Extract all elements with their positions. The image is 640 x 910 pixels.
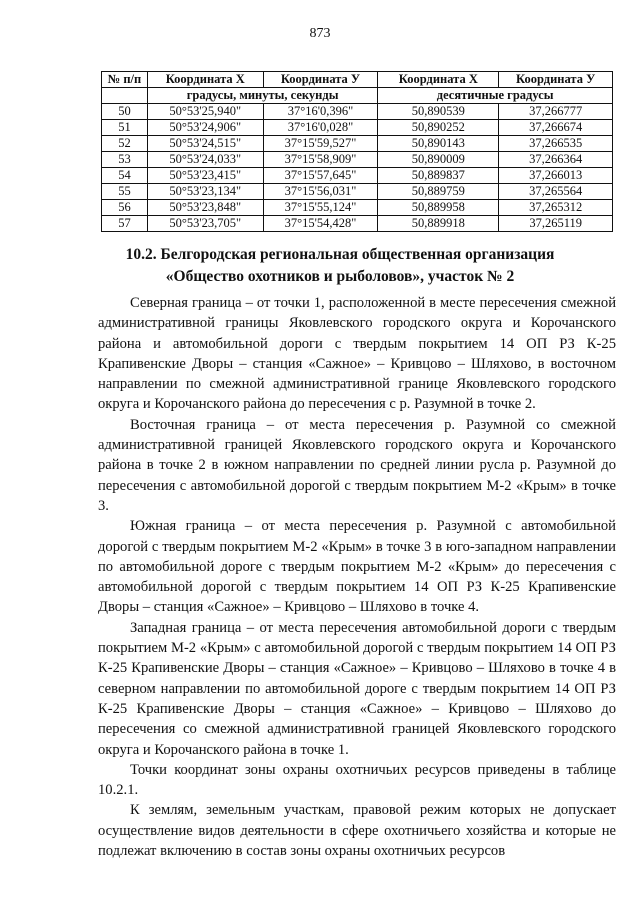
table-row (102, 152, 613, 168)
header-index: № п/п (102, 72, 148, 88)
coord-x-dms: 50°53'24,515" (147, 136, 263, 152)
table-row (102, 200, 613, 216)
coord-x-dms: 50°53'23,134" (147, 184, 263, 200)
coord-x-dms: 50°53'24,033" (147, 152, 263, 168)
table-row (102, 120, 613, 136)
point-number: 52 (102, 136, 148, 152)
coord-y-decimal: 37,266777 (499, 104, 613, 120)
coord-y-decimal: 37,266535 (499, 136, 613, 152)
table-row (102, 136, 613, 152)
coordinates-table (101, 71, 613, 232)
coord-x-decimal: 50,890539 (378, 104, 499, 120)
coord-x-decimal: 50,889837 (378, 168, 499, 184)
coord-y-decimal: 37,266674 (499, 120, 613, 136)
units-index-cell (102, 88, 148, 104)
table-row (102, 104, 613, 120)
coord-y-decimal: 37,265564 (499, 184, 613, 200)
header-coord-x-decimal: Координата X (378, 72, 499, 88)
table-row (102, 184, 613, 200)
table-row (102, 216, 613, 232)
header-coord-x-dms: Координата X (147, 72, 263, 88)
coord-x-decimal: 50,890143 (378, 136, 499, 152)
coord-x-dms: 50°53'24,906" (147, 120, 263, 136)
section-body (98, 293, 616, 861)
table-units-row (102, 88, 613, 104)
header-coord-y-dms: Координата У (263, 72, 378, 88)
point-number: 57 (102, 216, 148, 232)
paragraph-lands: К землям, земельным участкам, правовой режим которых не допускает осуществление видов деятельности в сфере охотничьего хозяйства и которые не подлежат включению в состав зоны охраны охотничьих ресурсов (98, 802, 616, 860)
units-dms-cell: градусы, минуты, секунды (147, 88, 377, 104)
paragraph-east-border: Восточная граница – от места пересечения р. Разумной со смежной административной границей Яковлевского городского округа и Корочанского района в точке 2 в южном направлении по средней линии русла р. Разумной до пересечения с автомобильной дорогой с твердым покрытием М-2 «Крым» в точке 3. (98, 416, 616, 514)
paragraph-west-border: Западная граница – от места пересечения автомобильной дороги с твердым покрытием М-2 «Крым» с автомобильной дорогой с твердым покрытием 14 ОП РЗ К-25 Крапивенские Дворы – станция «Сажное» – Кривцово – Шляхово в точке 4 в северном направлении по автомобильной дороге с твердым покрытием 14 ОП РЗ К-25 Крапивенские Дворы – станция «Сажное» – Кривцово – Шляхово до пересечения со смежной административной границей Яковлевского городского округа и Корочанского района в точке 1. (98, 619, 616, 758)
paragraph-points-reference: Точки координат зоны охраны охотничьих ресурсов приведены в таблице 10.2.1. (98, 761, 616, 799)
coord-x-decimal: 50,889918 (378, 216, 499, 232)
point-number: 51 (102, 120, 148, 136)
paragraph-north-border: Северная граница – от точки 1, расположенной в месте пересечения смежной административной границы Яковлевского городского округа и Корочанского района и автомобильной дороги с твердым покрытием 14 ОП РЗ К-25 Крапивенские Дворы – станция «Сажное» – Кривцово – Шляхово, в восточном направлении по смежной административной границе Яковлевского городского округа и Корочанского района до пересечения с р. Разумной в точке 2. (98, 295, 616, 413)
coord-x-decimal: 50,890009 (378, 152, 499, 168)
table-row (102, 168, 613, 184)
coord-y-dms: 37°15'57,645" (263, 168, 378, 184)
coord-y-dms: 37°15'55,124" (263, 200, 378, 216)
coord-x-decimal: 50,890252 (378, 120, 499, 136)
coord-y-dms: 37°15'54,428" (263, 216, 378, 232)
coord-x-dms: 50°53'23,705" (147, 216, 263, 232)
coord-y-decimal: 37,266364 (499, 152, 613, 168)
point-number: 50 (102, 104, 148, 120)
coord-y-decimal: 37,265312 (499, 200, 613, 216)
coord-x-dms: 50°53'25,940" (147, 104, 263, 120)
point-number: 53 (102, 152, 148, 168)
units-decimal-cell: десятичные градусы (378, 88, 613, 104)
coord-y-decimal: 37,265119 (499, 216, 613, 232)
coord-x-decimal: 50,889759 (378, 184, 499, 200)
coord-x-dms: 50°53'23,415" (147, 168, 263, 184)
point-number: 56 (102, 200, 148, 216)
point-number: 54 (102, 168, 148, 184)
point-number: 55 (102, 184, 148, 200)
coord-y-dms: 37°15'58,909" (263, 152, 378, 168)
paragraph-south-border: Южная граница – от места пересечения р. Разумной с автомобильной дорогой с твердым покрытием М-2 «Крым» в точке 3 в юго-западном направлении по автомобильной дороге с твердым покрытием М-2 «Крым» до пересечения с автомобильной дорогой с твердым покрытием 14 ОП РЗ К-25 Крапивенские Дворы – станция «Сажное» – Кривцово – Шляхово в точке 4. (98, 518, 616, 616)
header-coord-y-decimal: Координата У (499, 72, 613, 88)
coord-y-dms: 37°16'0,396" (263, 104, 378, 120)
section-title (60, 244, 620, 288)
coord-y-dms: 37°16'0,028" (263, 120, 378, 136)
section-title-line1: 10.2. Белгородская региональная общественная организация (125, 246, 555, 263)
page-number: 873 (309, 26, 331, 41)
coord-y-decimal: 37,266013 (499, 168, 613, 184)
section-title-line2: «Общество охотников и рыболовов», участок № 2 (165, 268, 515, 285)
coord-y-dms: 37°15'56,031" (263, 184, 378, 200)
coord-x-dms: 50°53'23,848" (147, 200, 263, 216)
coord-y-dms: 37°15'59,527" (263, 136, 378, 152)
coord-x-decimal: 50,889958 (378, 200, 499, 216)
table-header-row (102, 72, 613, 88)
